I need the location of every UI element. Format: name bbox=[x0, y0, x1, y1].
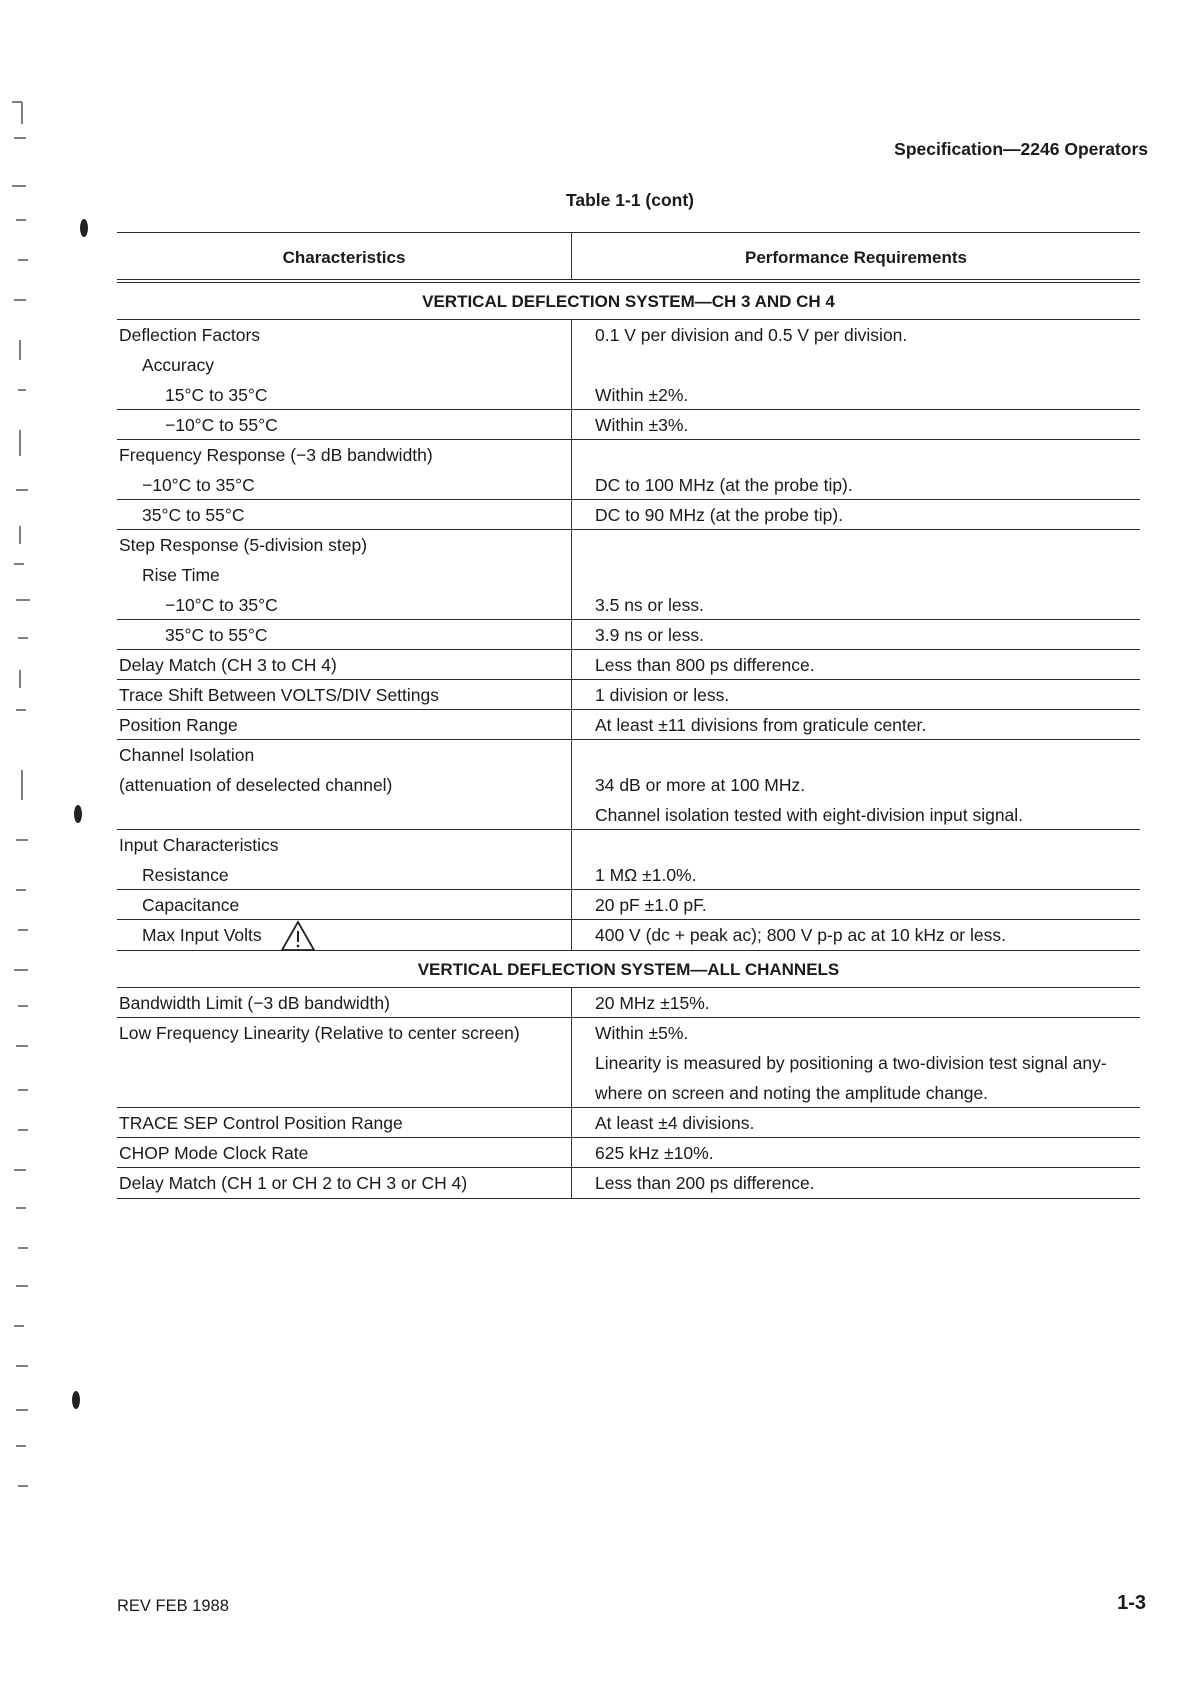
characteristic-label: Accuracy bbox=[142, 355, 214, 375]
characteristic-label: Trace Shift Between VOLTS/DIV Settings bbox=[119, 685, 439, 705]
characteristic-label: Resistance bbox=[142, 865, 229, 885]
table-body bbox=[117, 283, 1140, 1199]
characteristic-cell bbox=[117, 680, 572, 710]
characteristic-cell bbox=[117, 1018, 572, 1108]
characteristic-cell bbox=[117, 890, 572, 920]
requirement-cell bbox=[572, 1108, 1140, 1138]
characteristic-text bbox=[117, 988, 571, 1018]
characteristic-text bbox=[117, 620, 571, 650]
characteristic-text bbox=[117, 470, 571, 500]
table-row bbox=[117, 890, 1140, 920]
spec-table bbox=[117, 232, 1140, 1199]
characteristic-text bbox=[117, 1078, 571, 1108]
requirement-text: 34 dB or more at 100 MHz. bbox=[595, 775, 806, 795]
requirement-text: At least ±11 divisions from graticule center. bbox=[572, 710, 1140, 740]
table-row bbox=[117, 740, 1140, 830]
requirement-text: Within ±5%. bbox=[595, 1023, 689, 1043]
characteristic-label: 35°C to 55°C bbox=[165, 625, 268, 645]
table-row bbox=[117, 440, 1140, 500]
characteristic-label: −10°C to 55°C bbox=[165, 415, 278, 435]
requirement-text: 1 MΩ ±1.0%. bbox=[572, 860, 1140, 890]
characteristic-cell bbox=[117, 530, 572, 620]
characteristic-text bbox=[117, 800, 571, 830]
characteristic-text bbox=[117, 560, 571, 590]
characteristic-cell bbox=[117, 740, 572, 830]
requirement-text: 20 pF ±1.0 pF. bbox=[572, 890, 1140, 920]
requirement-text bbox=[572, 530, 1140, 560]
characteristic-text bbox=[117, 740, 571, 770]
characteristic-text bbox=[117, 1108, 571, 1138]
characteristic-text bbox=[117, 1138, 571, 1168]
characteristic-label: Capacitance bbox=[142, 895, 240, 915]
requirement-cell bbox=[572, 410, 1140, 440]
requirement-text: 400 V (dc + peak ac); 800 V p-p ac at 10 kHz or less. bbox=[595, 925, 1006, 945]
requirement-text: Less than 800 ps difference. bbox=[572, 650, 1140, 680]
characteristic-text bbox=[117, 830, 571, 860]
requirement-text: Within ±3%. bbox=[572, 410, 1140, 440]
table-row bbox=[117, 410, 1140, 440]
characteristic-label: −10°C to 35°C bbox=[142, 475, 255, 495]
characteristic-text bbox=[117, 1168, 571, 1198]
characteristic-cell bbox=[117, 620, 572, 650]
requirement-cell bbox=[572, 890, 1140, 920]
requirement-cell bbox=[572, 1018, 1140, 1108]
characteristic-label: Position Range bbox=[119, 715, 238, 735]
running-head: Specification—2246 Operators bbox=[894, 139, 1148, 159]
characteristic-text bbox=[117, 710, 571, 740]
requirement-cell bbox=[572, 680, 1140, 710]
characteristic-text bbox=[117, 350, 571, 380]
characteristic-label: −10°C to 35°C bbox=[165, 595, 278, 615]
table-row bbox=[117, 500, 1140, 530]
characteristic-label: (attenuation of deselected channel) bbox=[119, 775, 393, 795]
requirement-text bbox=[572, 740, 1140, 770]
characteristic-text bbox=[117, 770, 571, 800]
characteristic-cell bbox=[117, 988, 572, 1018]
requirement-cell bbox=[572, 500, 1140, 530]
table-header-row bbox=[117, 233, 1140, 283]
characteristic-text bbox=[117, 890, 571, 920]
characteristic-cell bbox=[117, 500, 572, 530]
table-caption: Table 1-1 (cont) bbox=[565, 190, 695, 210]
characteristic-label: Rise Time bbox=[142, 565, 220, 585]
scan-margin-marks bbox=[6, 90, 96, 1650]
warning-triangle-icon bbox=[280, 920, 316, 952]
requirement-text: 0.1 V per division and 0.5 V per division. bbox=[595, 325, 908, 345]
characteristic-label: Delay Match (CH 1 or CH 2 to CH 3 or CH 4) bbox=[119, 1173, 468, 1193]
table-row bbox=[117, 1138, 1140, 1168]
characteristic-cell bbox=[117, 1168, 572, 1198]
characteristic-text bbox=[117, 650, 571, 680]
requirement-cell bbox=[572, 320, 1140, 410]
characteristic-text bbox=[117, 380, 571, 410]
column-header-performance: Performance Requirements bbox=[744, 248, 968, 267]
requirement-cell bbox=[572, 1168, 1140, 1198]
table-row bbox=[117, 1018, 1140, 1108]
table-row bbox=[117, 650, 1140, 680]
characteristic-label: 15°C to 35°C bbox=[165, 385, 268, 405]
characteristic-cell bbox=[117, 320, 572, 410]
characteristic-label: Input Characteristics bbox=[119, 835, 279, 855]
table-row bbox=[117, 620, 1140, 650]
requirement-text: 1 division or less. bbox=[572, 680, 1140, 710]
characteristic-text bbox=[117, 1048, 571, 1078]
characteristic-text bbox=[117, 530, 571, 560]
characteristic-text bbox=[117, 1018, 571, 1048]
characteristic-text bbox=[117, 590, 571, 620]
characteristic-cell bbox=[117, 830, 572, 890]
table-row bbox=[117, 1168, 1140, 1199]
characteristic-text bbox=[117, 410, 571, 440]
characteristic-text bbox=[117, 500, 571, 530]
requirement-text: where on screen and noting the amplitude change. bbox=[572, 1078, 1140, 1108]
characteristic-cell bbox=[117, 710, 572, 740]
column-header-characteristics: Characteristics bbox=[117, 233, 572, 279]
table-row bbox=[117, 530, 1140, 620]
requirement-text bbox=[572, 440, 1140, 470]
requirement-text bbox=[572, 560, 1140, 590]
characteristic-label: CHOP Mode Clock Rate bbox=[119, 1143, 309, 1163]
requirement-cell bbox=[572, 920, 1140, 950]
requirement-cell bbox=[572, 710, 1140, 740]
characteristic-text bbox=[117, 320, 571, 350]
characteristic-label: Delay Match (CH 3 to CH 4) bbox=[119, 655, 337, 675]
characteristic-cell bbox=[117, 440, 572, 500]
table-row bbox=[117, 1108, 1140, 1138]
table-row bbox=[117, 988, 1140, 1018]
requirement-cell bbox=[572, 530, 1140, 620]
characteristic-label: Deflection Factors bbox=[119, 325, 261, 345]
requirement-text: 3.9 ns or less. bbox=[572, 620, 1140, 650]
requirement-cell bbox=[572, 988, 1140, 1018]
characteristic-label: Max Input Volts bbox=[142, 925, 262, 945]
characteristic-label: Step Response (5-division step) bbox=[119, 535, 368, 555]
requirement-text: 20 MHz ±15%. bbox=[572, 988, 1140, 1018]
table-row bbox=[117, 320, 1140, 410]
requirement-text: At least ±4 divisions. bbox=[572, 1108, 1140, 1138]
requirement-text: Linearity is measured by positioning a two-division test signal any- bbox=[595, 1053, 1107, 1073]
characteristic-text bbox=[117, 920, 571, 950]
requirement-text: DC to 90 MHz (at the probe tip). bbox=[572, 500, 1140, 530]
characteristic-label: 35°C to 55°C bbox=[142, 505, 245, 525]
requirement-text: DC to 100 MHz (at the probe tip). bbox=[572, 470, 1140, 500]
requirement-text: 625 kHz ±10%. bbox=[572, 1138, 1140, 1168]
requirement-cell bbox=[572, 740, 1140, 830]
requirement-text: Less than 200 ps difference. bbox=[595, 1173, 815, 1193]
table-row bbox=[117, 920, 1140, 951]
characteristic-text bbox=[117, 860, 571, 890]
characteristic-cell bbox=[117, 650, 572, 680]
table-row bbox=[117, 680, 1140, 710]
table-row bbox=[117, 710, 1140, 740]
table-row bbox=[117, 830, 1140, 890]
characteristic-cell bbox=[117, 1138, 572, 1168]
characteristic-label: Channel Isolation bbox=[119, 745, 255, 765]
characteristic-cell bbox=[117, 410, 572, 440]
requirement-cell bbox=[572, 1138, 1140, 1168]
characteristic-label: Low Frequency Linearity (Relative to center screen) bbox=[119, 1023, 520, 1043]
characteristic-label: Bandwidth Limit (−3 dB bandwidth) bbox=[119, 993, 390, 1013]
requirement-text bbox=[572, 830, 1140, 860]
requirement-text: 3.5 ns or less. bbox=[572, 590, 1140, 620]
characteristic-text bbox=[117, 440, 571, 470]
characteristic-cell bbox=[117, 1108, 572, 1138]
section-title: VERTICAL DEFLECTION SYSTEM—ALL CHANNELS bbox=[117, 951, 1140, 988]
requirement-cell bbox=[572, 830, 1140, 890]
requirement-cell bbox=[572, 620, 1140, 650]
requirement-cell bbox=[572, 650, 1140, 680]
page-number: 1-3 bbox=[1117, 1592, 1146, 1614]
characteristic-label: TRACE SEP Control Position Range bbox=[119, 1113, 403, 1133]
characteristic-label: Frequency Response (−3 dB bandwidth) bbox=[119, 445, 433, 465]
characteristic-cell bbox=[117, 920, 572, 950]
requirement-text bbox=[572, 350, 1140, 380]
requirement-cell bbox=[572, 440, 1140, 500]
characteristic-text bbox=[117, 680, 571, 710]
footer-revision: REV FEB 1988 bbox=[117, 1597, 229, 1615]
requirement-text: Within ±2%. bbox=[572, 380, 1140, 410]
section-title: VERTICAL DEFLECTION SYSTEM—CH 3 AND CH 4 bbox=[117, 283, 1140, 320]
requirement-text: Channel isolation tested with eight-division input signal. bbox=[572, 800, 1140, 830]
